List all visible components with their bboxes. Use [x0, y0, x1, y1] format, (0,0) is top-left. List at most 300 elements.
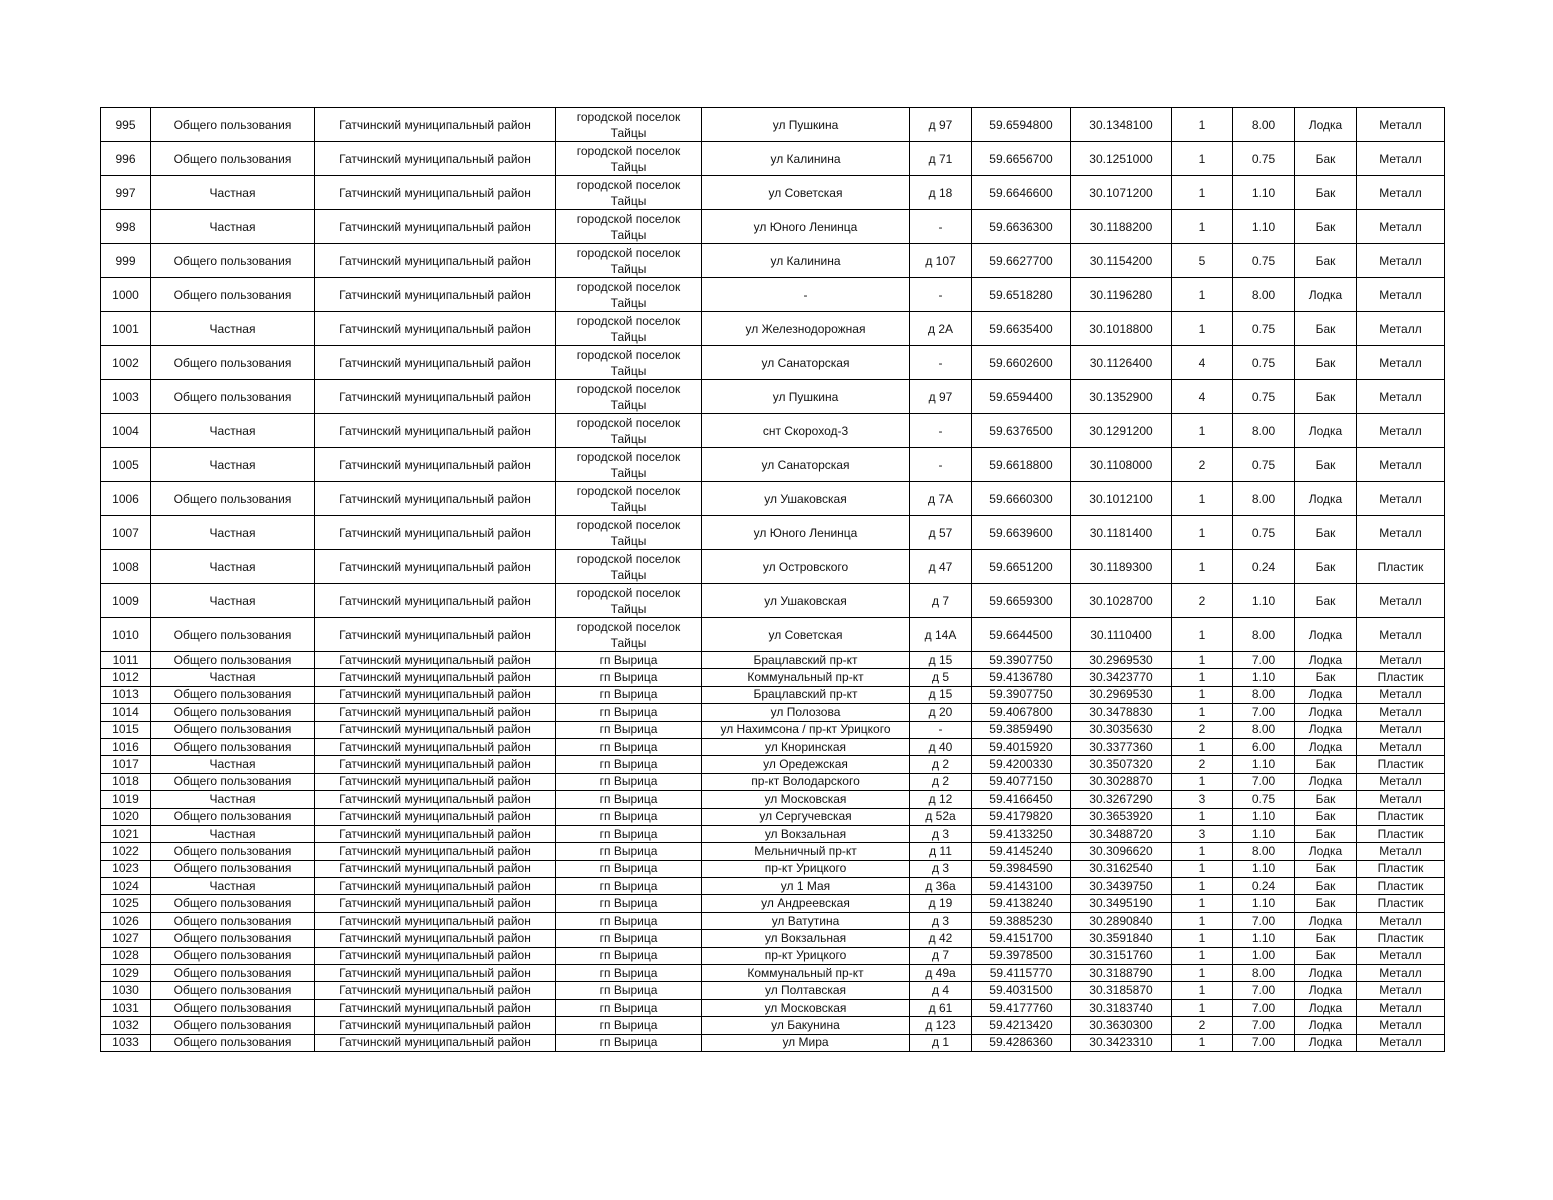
cell-container-type: Бак: [1295, 895, 1357, 912]
table-row: [101, 1034, 1445, 1051]
cell-container-type: Лодка: [1295, 721, 1357, 738]
cell-settlement: городской поселок Тайцы: [556, 414, 702, 448]
cell-house-number: д 3: [910, 825, 972, 842]
cell-row-number: 1018: [101, 773, 151, 790]
cell-container-volume: 0.75: [1233, 142, 1295, 176]
cell-house-number: д 5: [910, 669, 972, 686]
table-row: [101, 142, 1445, 176]
cell-container-type: Лодка: [1295, 618, 1357, 652]
cell-container-volume: 8.00: [1233, 278, 1295, 312]
cell-container-count: 1: [1172, 843, 1233, 860]
cell-longitude: 30.1291200: [1071, 414, 1172, 448]
cell-street: ул Пушкина: [702, 108, 910, 142]
cell-house-number: д 47: [910, 550, 972, 584]
cell-row-number: 1032: [101, 1017, 151, 1034]
cell-street: пр-кт Урицкого: [702, 947, 910, 964]
cell-settlement: городской поселок Тайцы: [556, 108, 702, 142]
table-body: [101, 108, 1445, 1052]
cell-longitude: 30.3162540: [1071, 860, 1172, 877]
cell-row-number: 1024: [101, 878, 151, 895]
cell-container-material: Металл: [1357, 346, 1445, 380]
cell-row-number: 1015: [101, 721, 151, 738]
cell-ownership-type: Общего пользования: [151, 142, 315, 176]
cell-container-count: 1: [1172, 947, 1233, 964]
cell-container-volume: 1.10: [1233, 895, 1295, 912]
cell-house-number: д 97: [910, 108, 972, 142]
cell-container-type: Лодка: [1295, 982, 1357, 999]
cell-container-type: Лодка: [1295, 1034, 1357, 1051]
cell-container-material: Металл: [1357, 210, 1445, 244]
cell-container-type: Бак: [1295, 930, 1357, 947]
cell-district: Гатчинский муниципальный район: [315, 210, 556, 244]
cell-settlement: городской поселок Тайцы: [556, 244, 702, 278]
cell-longitude: 30.1181400: [1071, 516, 1172, 550]
cell-settlement: городской поселок Тайцы: [556, 312, 702, 346]
table-row: [101, 947, 1445, 964]
cell-latitude: 59.6594400: [972, 380, 1071, 414]
cell-district: Гатчинский муниципальный район: [315, 930, 556, 947]
cell-house-number: д 7: [910, 584, 972, 618]
cell-settlement: городской поселок Тайцы: [556, 210, 702, 244]
cell-longitude: 30.3185870: [1071, 982, 1172, 999]
cell-container-count: 2: [1172, 756, 1233, 773]
cell-ownership-type: Частная: [151, 878, 315, 895]
cell-ownership-type: Общего пользования: [151, 346, 315, 380]
cell-ownership-type: Общего пользования: [151, 244, 315, 278]
cell-settlement: гп Вырица: [556, 843, 702, 860]
table-row: [101, 912, 1445, 929]
cell-latitude: 59.4115770: [972, 965, 1071, 982]
cell-row-number: 1023: [101, 860, 151, 877]
cell-container-count: 1: [1172, 108, 1233, 142]
cell-house-number: -: [910, 278, 972, 312]
cell-house-number: д 7: [910, 947, 972, 964]
cell-latitude: 59.3907750: [972, 652, 1071, 669]
table-row: [101, 738, 1445, 755]
cell-settlement: гп Вырица: [556, 808, 702, 825]
cell-settlement: гп Вырица: [556, 825, 702, 842]
cell-district: Гатчинский муниципальный район: [315, 482, 556, 516]
cell-container-type: Лодка: [1295, 1017, 1357, 1034]
cell-row-number: 1022: [101, 843, 151, 860]
cell-latitude: 59.4077150: [972, 773, 1071, 790]
cell-container-material: Металл: [1357, 704, 1445, 721]
cell-row-number: 995: [101, 108, 151, 142]
cell-container-material: Пластик: [1357, 550, 1445, 584]
cell-row-number: 1025: [101, 895, 151, 912]
cell-container-volume: 1.10: [1233, 210, 1295, 244]
cell-street: ул Советская: [702, 618, 910, 652]
cell-house-number: д 52а: [910, 808, 972, 825]
cell-container-volume: 8.00: [1233, 618, 1295, 652]
cell-row-number: 997: [101, 176, 151, 210]
cell-district: Гатчинский муниципальный район: [315, 808, 556, 825]
table-row: [101, 448, 1445, 482]
cell-container-count: 1: [1172, 414, 1233, 448]
cell-street: ул Мира: [702, 1034, 910, 1051]
cell-container-type: Лодка: [1295, 965, 1357, 982]
cell-container-volume: 0.24: [1233, 550, 1295, 584]
cell-container-type: Бак: [1295, 142, 1357, 176]
cell-container-count: 1: [1172, 878, 1233, 895]
cell-longitude: 30.3591840: [1071, 930, 1172, 947]
cell-container-volume: 1.10: [1233, 669, 1295, 686]
cell-house-number: д 18: [910, 176, 972, 210]
cell-house-number: -: [910, 346, 972, 380]
cell-latitude: 59.4015920: [972, 738, 1071, 755]
cell-container-count: 1: [1172, 210, 1233, 244]
cell-longitude: 30.3478830: [1071, 704, 1172, 721]
cell-row-number: 1011: [101, 652, 151, 669]
cell-district: Гатчинский муниципальный район: [315, 756, 556, 773]
cell-latitude: 59.4067800: [972, 704, 1071, 721]
cell-container-count: 1: [1172, 618, 1233, 652]
cell-latitude: 59.4138240: [972, 895, 1071, 912]
cell-district: Гатчинский муниципальный район: [315, 108, 556, 142]
cell-street: Коммунальный пр-кт: [702, 965, 910, 982]
cell-longitude: 30.3653920: [1071, 808, 1172, 825]
cell-container-type: Лодка: [1295, 738, 1357, 755]
table-row: [101, 808, 1445, 825]
cell-street: -: [702, 278, 910, 312]
cell-container-type: Лодка: [1295, 912, 1357, 929]
cell-house-number: д 20: [910, 704, 972, 721]
cell-house-number: д 36а: [910, 878, 972, 895]
cell-longitude: 30.3423310: [1071, 1034, 1172, 1051]
cell-district: Гатчинский муниципальный район: [315, 516, 556, 550]
table-row: [101, 516, 1445, 550]
cell-container-type: Лодка: [1295, 999, 1357, 1016]
cell-row-number: 1021: [101, 825, 151, 842]
cell-container-volume: 1.10: [1233, 584, 1295, 618]
cell-street: ул Вокзальная: [702, 930, 910, 947]
cell-latitude: 59.6376500: [972, 414, 1071, 448]
cell-container-volume: 0.24: [1233, 878, 1295, 895]
cell-longitude: 30.3423770: [1071, 669, 1172, 686]
cell-settlement: гп Вырица: [556, 704, 702, 721]
cell-container-volume: 7.00: [1233, 773, 1295, 790]
cell-ownership-type: Общего пользования: [151, 843, 315, 860]
cell-street: ул Островского: [702, 550, 910, 584]
cell-longitude: 30.1189300: [1071, 550, 1172, 584]
table-row: [101, 1017, 1445, 1034]
cell-settlement: гп Вырица: [556, 895, 702, 912]
cell-latitude: 59.6627700: [972, 244, 1071, 278]
cell-container-material: Металл: [1357, 142, 1445, 176]
cell-container-type: Бак: [1295, 346, 1357, 380]
cell-ownership-type: Общего пользования: [151, 738, 315, 755]
cell-row-number: 1026: [101, 912, 151, 929]
cell-row-number: 1020: [101, 808, 151, 825]
cell-house-number: -: [910, 414, 972, 448]
cell-row-number: 1003: [101, 380, 151, 414]
cell-street: Брацлавский пр-кт: [702, 652, 910, 669]
cell-container-material: Металл: [1357, 278, 1445, 312]
cell-street: ул Железнодорожная: [702, 312, 910, 346]
cell-latitude: 59.4213420: [972, 1017, 1071, 1034]
table-row: [101, 210, 1445, 244]
cell-house-number: д 1: [910, 1034, 972, 1051]
cell-ownership-type: Общего пользования: [151, 652, 315, 669]
cell-ownership-type: Общего пользования: [151, 108, 315, 142]
cell-street: ул Ушаковская: [702, 482, 910, 516]
cell-district: Гатчинский муниципальный район: [315, 895, 556, 912]
cell-container-material: Металл: [1357, 312, 1445, 346]
cell-container-type: Бак: [1295, 448, 1357, 482]
cell-container-material: Металл: [1357, 686, 1445, 703]
cell-row-number: 1014: [101, 704, 151, 721]
cell-container-count: 2: [1172, 448, 1233, 482]
cell-longitude: 30.1352900: [1071, 380, 1172, 414]
table-row: [101, 278, 1445, 312]
cell-ownership-type: Частная: [151, 584, 315, 618]
table-row: [101, 999, 1445, 1016]
cell-ownership-type: Общего пользования: [151, 860, 315, 877]
cell-house-number: д 61: [910, 999, 972, 1016]
cell-settlement: гп Вырица: [556, 773, 702, 790]
cell-container-count: 1: [1172, 930, 1233, 947]
table-row: [101, 721, 1445, 738]
cell-longitude: 30.1012100: [1071, 482, 1172, 516]
cell-longitude: 30.3439750: [1071, 878, 1172, 895]
table-row: [101, 108, 1445, 142]
cell-container-volume: 6.00: [1233, 738, 1295, 755]
cell-container-volume: 8.00: [1233, 686, 1295, 703]
cell-house-number: -: [910, 210, 972, 244]
cell-latitude: 59.6594800: [972, 108, 1071, 142]
cell-row-number: 1012: [101, 669, 151, 686]
cell-district: Гатчинский муниципальный район: [315, 278, 556, 312]
cell-settlement: гп Вырица: [556, 965, 702, 982]
cell-longitude: 30.1348100: [1071, 108, 1172, 142]
cell-house-number: -: [910, 721, 972, 738]
cell-container-type: Бак: [1295, 584, 1357, 618]
cell-district: Гатчинский муниципальный район: [315, 860, 556, 877]
cell-longitude: 30.3507320: [1071, 756, 1172, 773]
cell-street: ул Санаторская: [702, 346, 910, 380]
cell-street: пр-кт Урицкого: [702, 860, 910, 877]
cell-container-material: Металл: [1357, 982, 1445, 999]
cell-row-number: 1028: [101, 947, 151, 964]
cell-container-volume: 1.10: [1233, 825, 1295, 842]
cell-latitude: 59.6635400: [972, 312, 1071, 346]
cell-container-volume: 7.00: [1233, 1034, 1295, 1051]
cell-row-number: 1009: [101, 584, 151, 618]
cell-container-type: Лодка: [1295, 773, 1357, 790]
cell-row-number: 1016: [101, 738, 151, 755]
cell-settlement: городской поселок Тайцы: [556, 550, 702, 584]
cell-container-volume: 8.00: [1233, 965, 1295, 982]
cell-container-volume: 7.00: [1233, 652, 1295, 669]
cell-longitude: 30.2969530: [1071, 686, 1172, 703]
table-row: [101, 930, 1445, 947]
cell-house-number: д 7А: [910, 482, 972, 516]
cell-district: Гатчинский муниципальный район: [315, 244, 556, 278]
cell-ownership-type: Общего пользования: [151, 912, 315, 929]
cell-ownership-type: Общего пользования: [151, 965, 315, 982]
cell-latitude: 59.4179820: [972, 808, 1071, 825]
cell-latitude: 59.3885230: [972, 912, 1071, 929]
cell-row-number: 1017: [101, 756, 151, 773]
cell-street: ул Нахимсона / пр-кт Урицкого: [702, 721, 910, 738]
cell-container-material: Пластик: [1357, 825, 1445, 842]
cell-street: ул 1 Мая: [702, 878, 910, 895]
cell-row-number: 1008: [101, 550, 151, 584]
cell-container-material: Пластик: [1357, 895, 1445, 912]
cell-latitude: 59.4031500: [972, 982, 1071, 999]
cell-container-count: 5: [1172, 244, 1233, 278]
cell-latitude: 59.6660300: [972, 482, 1071, 516]
table-row: [101, 618, 1445, 652]
cell-district: Гатчинский муниципальный район: [315, 982, 556, 999]
cell-street: ул Полозова: [702, 704, 910, 721]
cell-container-material: Металл: [1357, 584, 1445, 618]
cell-settlement: городской поселок Тайцы: [556, 278, 702, 312]
cell-district: Гатчинский муниципальный район: [315, 999, 556, 1016]
cell-row-number: 996: [101, 142, 151, 176]
cell-house-number: д 97: [910, 380, 972, 414]
cell-container-count: 1: [1172, 482, 1233, 516]
cell-district: Гатчинский муниципальный район: [315, 380, 556, 414]
cell-container-material: Металл: [1357, 947, 1445, 964]
cell-longitude: 30.3488720: [1071, 825, 1172, 842]
cell-container-count: 1: [1172, 773, 1233, 790]
cell-settlement: гп Вырица: [556, 1017, 702, 1034]
cell-longitude: 30.3267290: [1071, 791, 1172, 808]
table-row: [101, 244, 1445, 278]
cell-latitude: 59.4145240: [972, 843, 1071, 860]
cell-street: Коммунальный пр-кт: [702, 669, 910, 686]
cell-house-number: д 19: [910, 895, 972, 912]
cell-house-number: д 123: [910, 1017, 972, 1034]
cell-container-volume: 0.75: [1233, 516, 1295, 550]
cell-latitude: 59.4133250: [972, 825, 1071, 842]
cell-district: Гатчинский муниципальный район: [315, 704, 556, 721]
cell-latitude: 59.6518280: [972, 278, 1071, 312]
cell-longitude: 30.1108000: [1071, 448, 1172, 482]
cell-container-material: Металл: [1357, 108, 1445, 142]
cell-district: Гатчинский муниципальный район: [315, 738, 556, 755]
cell-street: ул Оредежская: [702, 756, 910, 773]
cell-district: Гатчинский муниципальный район: [315, 686, 556, 703]
cell-container-type: Бак: [1295, 210, 1357, 244]
cell-settlement: гп Вырица: [556, 738, 702, 755]
cell-container-material: Металл: [1357, 1017, 1445, 1034]
cell-longitude: 30.1188200: [1071, 210, 1172, 244]
cell-district: Гатчинский муниципальный район: [315, 550, 556, 584]
cell-container-count: 1: [1172, 669, 1233, 686]
cell-district: Гатчинский муниципальный район: [315, 448, 556, 482]
cell-district: Гатчинский муниципальный район: [315, 878, 556, 895]
cell-container-count: 4: [1172, 380, 1233, 414]
cell-container-material: Металл: [1357, 721, 1445, 738]
cell-settlement: городской поселок Тайцы: [556, 176, 702, 210]
table-row: [101, 895, 1445, 912]
cell-container-material: Металл: [1357, 912, 1445, 929]
data-table: [100, 107, 1445, 1052]
cell-container-volume: 8.00: [1233, 108, 1295, 142]
cell-container-volume: 8.00: [1233, 482, 1295, 516]
cell-ownership-type: Частная: [151, 669, 315, 686]
cell-settlement: гп Вырица: [556, 669, 702, 686]
cell-ownership-type: Общего пользования: [151, 686, 315, 703]
table-row: [101, 669, 1445, 686]
cell-street: пр-кт Володарского: [702, 773, 910, 790]
cell-container-type: Лодка: [1295, 414, 1357, 448]
cell-row-number: 1004: [101, 414, 151, 448]
cell-street: Мельничный пр-кт: [702, 843, 910, 860]
cell-row-number: 1013: [101, 686, 151, 703]
cell-container-volume: 0.75: [1233, 448, 1295, 482]
cell-container-type: Лодка: [1295, 686, 1357, 703]
cell-container-type: Лодка: [1295, 278, 1357, 312]
cell-container-count: 1: [1172, 278, 1233, 312]
table-row: [101, 825, 1445, 842]
cell-longitude: 30.1071200: [1071, 176, 1172, 210]
cell-house-number: д 15: [910, 652, 972, 669]
cell-street: ул Ватутина: [702, 912, 910, 929]
cell-container-volume: 0.75: [1233, 791, 1295, 808]
cell-ownership-type: Общего пользования: [151, 999, 315, 1016]
cell-row-number: 998: [101, 210, 151, 244]
cell-house-number: д 49а: [910, 965, 972, 982]
cell-container-count: 2: [1172, 721, 1233, 738]
cell-district: Гатчинский муниципальный район: [315, 1017, 556, 1034]
cell-ownership-type: Частная: [151, 312, 315, 346]
cell-district: Гатчинский муниципальный район: [315, 721, 556, 738]
cell-container-type: Бак: [1295, 312, 1357, 346]
cell-settlement: городской поселок Тайцы: [556, 142, 702, 176]
cell-ownership-type: Общего пользования: [151, 808, 315, 825]
cell-container-type: Бак: [1295, 380, 1357, 414]
cell-ownership-type: Общего пользования: [151, 773, 315, 790]
cell-settlement: городской поселок Тайцы: [556, 380, 702, 414]
cell-container-count: 1: [1172, 176, 1233, 210]
cell-house-number: д 3: [910, 860, 972, 877]
cell-ownership-type: Общего пользования: [151, 721, 315, 738]
cell-container-count: 1: [1172, 704, 1233, 721]
cell-row-number: 1033: [101, 1034, 151, 1051]
cell-container-type: Бак: [1295, 791, 1357, 808]
cell-ownership-type: Частная: [151, 176, 315, 210]
cell-container-type: Бак: [1295, 878, 1357, 895]
cell-street: ул Санаторская: [702, 448, 910, 482]
cell-latitude: 59.6656700: [972, 142, 1071, 176]
cell-longitude: 30.3495190: [1071, 895, 1172, 912]
cell-container-count: 1: [1172, 965, 1233, 982]
cell-settlement: гп Вырица: [556, 756, 702, 773]
cell-district: Гатчинский муниципальный район: [315, 618, 556, 652]
cell-longitude: 30.3630300: [1071, 1017, 1172, 1034]
cell-settlement: гп Вырица: [556, 999, 702, 1016]
cell-container-material: Металл: [1357, 965, 1445, 982]
cell-settlement: гп Вырица: [556, 982, 702, 999]
cell-container-material: Пластик: [1357, 756, 1445, 773]
cell-settlement: гп Вырица: [556, 791, 702, 808]
cell-container-count: 1: [1172, 860, 1233, 877]
cell-latitude: 59.6659300: [972, 584, 1071, 618]
cell-street: ул Бакунина: [702, 1017, 910, 1034]
cell-container-material: Пластик: [1357, 808, 1445, 825]
cell-longitude: 30.3096620: [1071, 843, 1172, 860]
cell-street: ул Калинина: [702, 142, 910, 176]
cell-container-type: Бак: [1295, 669, 1357, 686]
table-row: [101, 176, 1445, 210]
cell-ownership-type: Общего пользования: [151, 278, 315, 312]
cell-street: ул Юного Ленинца: [702, 516, 910, 550]
cell-container-volume: 7.00: [1233, 912, 1295, 929]
cell-longitude: 30.3183740: [1071, 999, 1172, 1016]
